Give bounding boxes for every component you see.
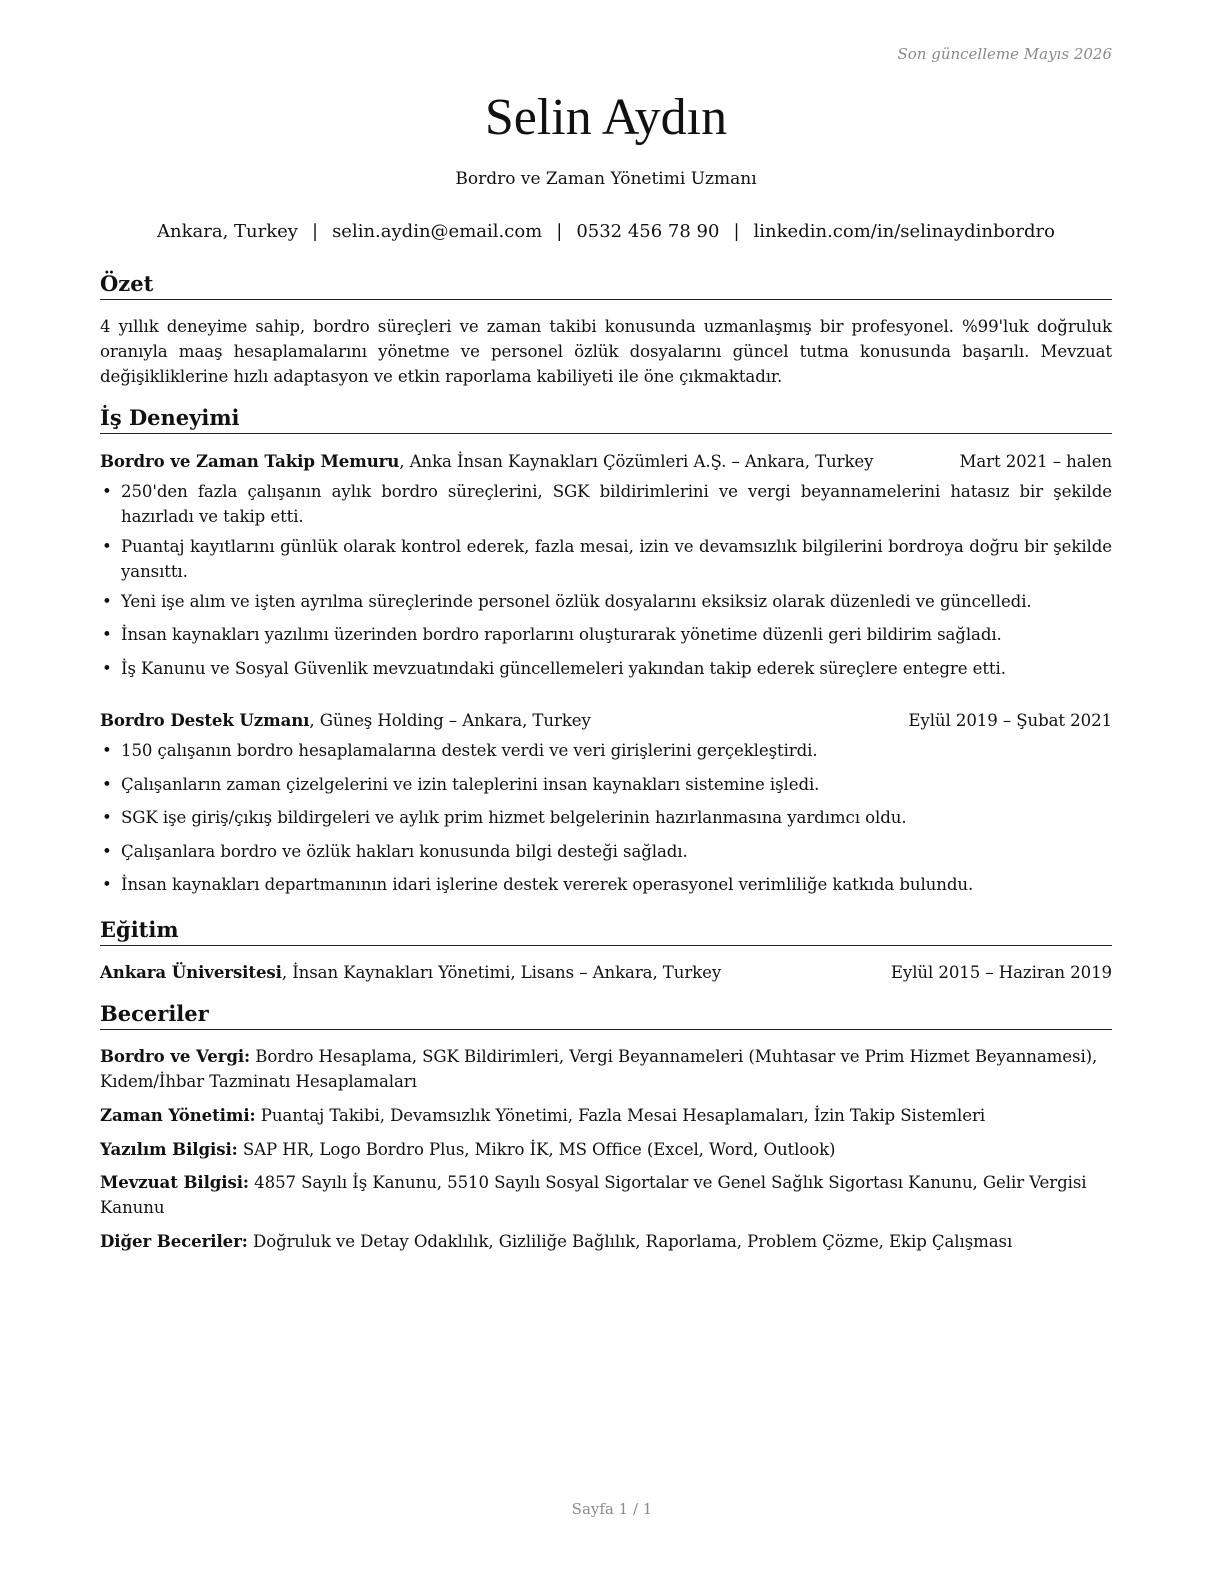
list-item <box>100 534 1112 584</box>
job-company: , Anka İnsan Kaynakları Çözümleri A.Ş. – Ankara, Turkey <box>399 452 874 471</box>
contact-phone: 0532 456 78 90 <box>576 221 720 242</box>
bullet-icon: • <box>102 775 112 794</box>
list-item-text: İş Kanunu ve Sosyal Güvenlik mevzuatındaki güncellemeleri yakından takip ederek süreçlere entegre etti. <box>121 659 1006 678</box>
education-detail: , İnsan Kaynakları Yönetimi, Lisans – Ankara, Turkey <box>281 963 722 982</box>
list-item <box>100 839 1112 864</box>
contact-email[interactable]: selin.aydin@email.com <box>332 221 543 242</box>
education-dates: Eylül 2015 – Haziran 2019 <box>890 963 1112 982</box>
list-item <box>100 589 1112 614</box>
job-header <box>100 449 1112 474</box>
skill-row <box>100 1103 1116 1128</box>
contact-linkedin[interactable]: linkedin.com/in/selinaydinbordro <box>753 221 1055 242</box>
bullet-icon: • <box>102 842 112 861</box>
bullet-icon: • <box>102 482 112 501</box>
list-item <box>100 622 1112 647</box>
list-item-text: Çalışanların zaman çizelgelerini ve izin taleplerini insan kaynakları sistemine işledi. <box>121 775 820 794</box>
list-item-text: Yeni işe alım ve işten ayrılma süreçlerinde personel özlük dosyalarını eksiksiz olarak düzenledi ve güncelledi. <box>121 592 1032 611</box>
candidate-name: Selin Aydın <box>484 89 728 146</box>
bullet-icon: • <box>102 741 112 760</box>
summary-text: 4 yıllık deneyime sahip, bordro süreçleri ve zaman takibi konusunda uzmanlaşmış bir profesyonel. %99'luk doğruluk oranıyla maaş hesaplamalarını yönetme ve personel özlük dosyalarını güncel tutma konusunda başarılı. Mevzuat değişikliklerine hızlı adaptasyon ve etkin raporlama kabiliyeti ile öne çıkmaktadır. <box>100 317 1112 386</box>
contact-separator: | <box>733 221 740 242</box>
list-item <box>100 738 1112 763</box>
list-item <box>100 872 1112 897</box>
list-item-text: İnsan kaynakları yazılımı üzerinden bordro raporlarını oluşturarak yönetime düzenli geri bildirim sağladı. <box>121 625 1002 644</box>
bullet-icon: • <box>102 625 112 644</box>
contact-line <box>100 219 1112 245</box>
skill-label: Zaman Yönetimi: <box>100 1105 256 1125</box>
skill-row <box>100 1229 1116 1254</box>
section-heading-skills: Beceriler <box>100 1000 1112 1030</box>
contact-separator: | <box>311 221 319 242</box>
skill-value: 4857 Sayılı İş Kanunu, 5510 Sayılı Sosyal Sigortalar ve Genel Sağlık Sigortası Kanunu, Gelir Vergisi Kanunu <box>100 1173 1087 1217</box>
last-updated: Son güncelleme Mayıs 2026 <box>897 45 1112 63</box>
bullet-icon: • <box>102 659 112 678</box>
page-number: Sayfa 1 / 1 <box>571 1500 653 1518</box>
school-name: Ankara Üniversitesi <box>100 962 282 982</box>
list-item <box>100 479 1112 529</box>
list-item-text: 150 çalışanın bordro hesaplamalarına destek verdi ve veri girişlerini gerçekleştirdi. <box>121 741 818 760</box>
skill-value: Puantaj Takibi, Devamsızlık Yönetimi, Fazla Mesai Hesaplamaları, İzin Takip Sistemleri <box>260 1106 986 1125</box>
section-heading-education: Eğitim <box>100 916 1112 946</box>
skill-label: Mevzuat Bilgisi: <box>100 1172 249 1192</box>
skill-row <box>100 1044 1116 1094</box>
job-title: Bordro ve Zaman Yönetimi Uzmanı <box>455 169 757 189</box>
list-item-text: İnsan kaynakları departmanının idari işlerine destek vererek operasyonel verimliliğe katkıda bulundu. <box>121 875 974 894</box>
contact-location: Ankara, Turkey <box>157 221 298 242</box>
bullet-icon: • <box>102 875 112 894</box>
skill-label: Diğer Beceriler: <box>100 1231 248 1251</box>
bullet-icon: • <box>102 808 112 827</box>
bullet-icon: • <box>102 592 112 611</box>
job-header <box>100 708 1112 733</box>
job-dates: Eylül 2019 – Şubat 2021 <box>908 711 1112 730</box>
skill-value: Bordro Hesaplama, SGK Bildirimleri, Vergi Beyannameleri (Muhtasar ve Prim Hizmet Beyannamesi), Kıdem/İhbar Tazminatı Hesaplamaları <box>100 1047 1098 1091</box>
education-entry <box>100 960 1112 985</box>
list-item-text: Puantaj kayıtlarını günlük olarak kontrol ederek, fazla mesai, izin ve devamsızlık bilgilerini bordroya doğru bir şekilde yansıttı. <box>121 537 1112 581</box>
section-heading-experience: İş Deneyimi <box>100 404 1112 434</box>
job-role: Bordro Destek Uzmanı <box>100 710 310 730</box>
skill-value: Doğruluk ve Detay Odaklılık, Gizliliğe Bağlılık, Raporlama, Problem Çözme, Ekip Çalışması <box>252 1232 1013 1251</box>
list-item <box>100 772 1112 797</box>
list-item <box>100 805 1112 830</box>
skill-value: SAP HR, Logo Bordro Plus, Mikro İK, MS Office (Excel, Word, Outlook) <box>242 1140 836 1159</box>
list-item-text: Çalışanlara bordro ve özlük hakları konusunda bilgi desteği sağladı. <box>121 842 688 861</box>
job-company: , Güneş Holding – Ankara, Turkey <box>309 711 591 730</box>
bullet-icon: • <box>102 537 112 556</box>
job-dates: Mart 2021 – halen <box>959 452 1112 471</box>
list-item-text: SGK işe giriş/çıkış bildirgeleri ve aylık prim hizmet belgelerinin hazırlanmasına yardımcı oldu. <box>121 808 907 827</box>
job-role: Bordro ve Zaman Takip Memuru <box>100 451 400 471</box>
list-item-text: 250'den fazla çalışanın aylık bordro süreçlerini, SGK bildirimlerini ve vergi beyannamelerini hatasız bir şekilde hazırladı ve takip etti. <box>121 482 1112 526</box>
skill-row <box>100 1137 1116 1162</box>
section-heading-summary: Özet <box>100 270 1112 300</box>
skill-label: Yazılım Bilgisi: <box>100 1139 238 1159</box>
skill-label: Bordro ve Vergi: <box>100 1046 251 1066</box>
skill-row <box>100 1170 1116 1220</box>
list-item <box>100 656 1112 681</box>
contact-separator: | <box>556 221 563 242</box>
